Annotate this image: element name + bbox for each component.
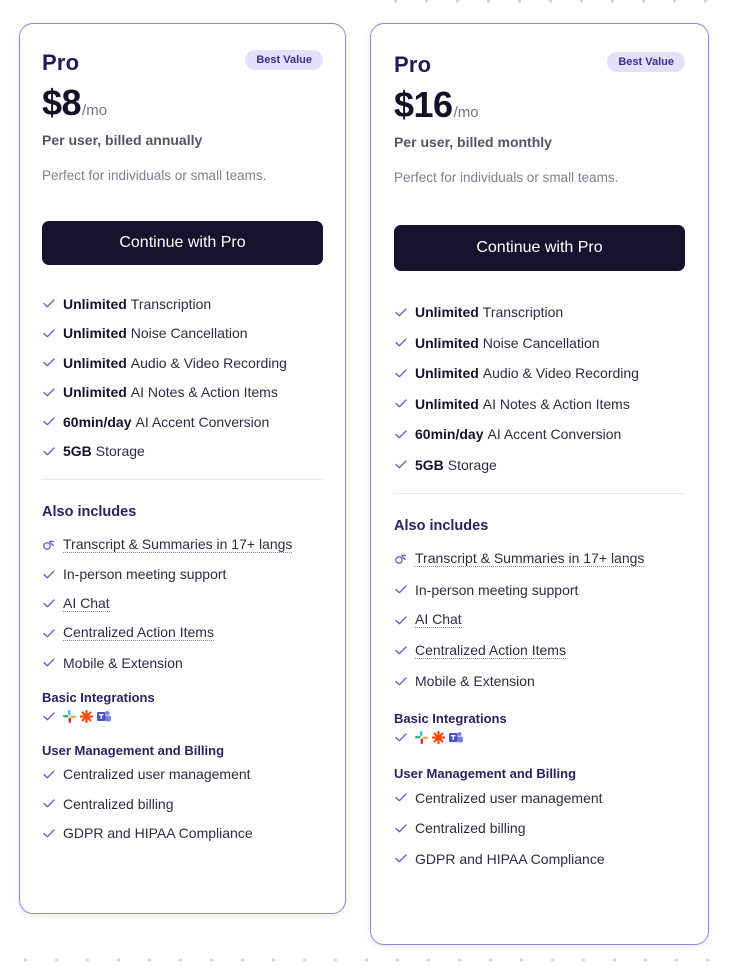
check-icon (42, 299, 55, 309)
feature-text: Storage (95, 443, 145, 460)
also-includes-title: Also includes (42, 504, 137, 520)
also-includes-item (394, 666, 685, 697)
user-management-item (42, 789, 323, 819)
divider (394, 493, 685, 494)
feature-list (394, 297, 685, 480)
check-icon (42, 328, 55, 338)
check-icon (394, 733, 407, 743)
divider (42, 479, 323, 480)
decorative-dots-bottom (10, 955, 730, 965)
check-icon (42, 712, 55, 722)
feature-text: Noise Cancellation (130, 325, 248, 342)
feature-text: Transcription (482, 304, 564, 321)
check-icon (42, 769, 55, 779)
plan-name: Pro (42, 50, 80, 75)
feature-highlight: 5GB (415, 456, 444, 473)
best-value-badge: Best Value (245, 50, 323, 70)
also-includes-item (42, 530, 323, 560)
feature-highlight: Unlimited (415, 395, 479, 412)
feature-item (394, 328, 685, 359)
user-management-item (394, 844, 685, 875)
continue-with-pro-button[interactable]: Continue with Pro (42, 221, 323, 265)
feature-item (42, 378, 323, 408)
teams-logo-icon (97, 710, 110, 723)
feature-text: Audio & Video Recording (482, 365, 639, 382)
card-header (42, 50, 323, 76)
plan-name: Pro (394, 52, 432, 77)
card-header (394, 52, 685, 78)
check-icon (42, 828, 55, 838)
user-management-text: Centralized billing (415, 820, 526, 837)
also-includes-list (42, 530, 323, 678)
check-icon (394, 460, 407, 470)
integrations-logos (394, 726, 685, 750)
check-icon (42, 446, 55, 456)
decorative-dots-top (380, 0, 730, 6)
also-includes-item (394, 575, 685, 606)
user-management-text: GDPR and HIPAA Compliance (415, 850, 605, 867)
feature-item (42, 348, 323, 378)
user-management-text: Centralized billing (63, 795, 174, 812)
feature-highlight: Unlimited (63, 295, 127, 312)
also-includes-item (42, 560, 323, 590)
price: $8 (42, 82, 82, 123)
user-management-item (42, 760, 323, 790)
price-period: /mo (82, 102, 108, 119)
integrations-title: Basic Integrations (394, 710, 507, 726)
also-includes-text[interactable]: Transcript & Summaries in 17+ langs (63, 535, 293, 552)
slack-logo-icon (415, 731, 428, 744)
feature-highlight: 60min/day (63, 413, 132, 430)
check-icon (394, 676, 407, 686)
feature-text: Transcription (130, 295, 212, 312)
feature-item (394, 450, 685, 481)
also-includes-item (42, 619, 323, 649)
check-icon (394, 307, 407, 317)
also-includes-text[interactable]: Transcript & Summaries in 17+ langs (415, 550, 645, 567)
check-icon (42, 569, 55, 579)
feature-text: Audio & Video Recording (130, 354, 287, 371)
feature-item (42, 289, 323, 319)
zapier-logo-icon (432, 731, 445, 744)
integrations-title: Basic Integrations (42, 689, 155, 705)
feature-highlight: 5GB (63, 443, 92, 460)
user-management-item (42, 819, 323, 849)
user-management-item (394, 783, 685, 814)
price: $16 (394, 84, 453, 125)
pricing-card (370, 23, 709, 945)
translate-icon (394, 554, 407, 564)
feature-highlight: Unlimited (63, 325, 127, 342)
feature-highlight: Unlimited (63, 354, 127, 371)
also-includes-item (394, 605, 685, 636)
user-management-title: User Management and Billing (394, 765, 577, 781)
feature-text: AI Notes & Action Items (130, 384, 278, 401)
check-icon (394, 854, 407, 864)
check-icon (42, 628, 55, 638)
check-icon (42, 387, 55, 397)
also-includes-text[interactable]: Centralized Action Items (63, 624, 214, 641)
feature-highlight: Unlimited (415, 334, 479, 351)
feature-text: AI Accent Conversion (487, 426, 622, 443)
user-management-text: Centralized user management (63, 766, 251, 783)
billing-note: Per user, billed monthly (394, 134, 552, 150)
best-value-badge: Best Value (607, 52, 685, 72)
zapier-logo-icon (80, 710, 93, 723)
also-includes-text[interactable]: AI Chat (415, 611, 462, 628)
user-management-list (394, 783, 685, 875)
feature-list (42, 289, 323, 466)
feature-highlight: Unlimited (415, 304, 479, 321)
check-icon (394, 793, 407, 803)
price-period: /mo (453, 104, 479, 121)
feature-highlight: 60min/day (415, 426, 484, 443)
feature-item (394, 419, 685, 450)
pricing-card (19, 23, 346, 914)
also-includes-list (394, 544, 685, 697)
user-management-item (394, 813, 685, 844)
also-includes-text: Mobile & Extension (415, 673, 535, 690)
also-includes-text: In-person meeting support (63, 566, 227, 583)
translate-icon (42, 540, 55, 550)
plan-tagline: Perfect for individuals or small teams. (394, 170, 619, 185)
also-includes-item (394, 544, 685, 575)
check-icon (42, 599, 55, 609)
feature-text: Noise Cancellation (482, 334, 600, 351)
feature-text: Storage (447, 456, 497, 473)
check-icon (394, 368, 407, 378)
check-icon (394, 429, 407, 439)
feature-item (42, 319, 323, 349)
feature-text: AI Notes & Action Items (482, 395, 630, 412)
plan-tagline: Perfect for individuals or small teams. (42, 168, 267, 183)
feature-text: AI Accent Conversion (135, 413, 270, 430)
also-includes-item (42, 589, 323, 619)
feature-highlight: Unlimited (415, 365, 479, 382)
check-icon (394, 338, 407, 348)
slack-logo-icon (63, 710, 76, 723)
feature-item (42, 407, 323, 437)
check-icon (42, 658, 55, 668)
price-row (42, 82, 323, 124)
user-management-list (42, 760, 323, 849)
also-includes-title: Also includes (394, 518, 489, 534)
also-includes-item (394, 636, 685, 667)
also-includes-text[interactable]: Centralized Action Items (415, 641, 566, 658)
integrations-logos (42, 705, 323, 729)
billing-note: Per user, billed annually (42, 132, 203, 148)
check-icon (394, 823, 407, 833)
check-icon (42, 417, 55, 427)
feature-item (394, 389, 685, 420)
also-includes-text[interactable]: AI Chat (63, 594, 110, 611)
user-management-title: User Management and Billing (42, 742, 225, 758)
check-icon (394, 399, 407, 409)
also-includes-text: Mobile & Extension (63, 654, 183, 671)
check-icon (394, 585, 407, 595)
user-management-text: GDPR and HIPAA Compliance (63, 825, 253, 842)
check-icon (394, 615, 407, 625)
price-row (394, 84, 685, 126)
user-management-text: Centralized user management (415, 789, 603, 806)
check-icon (42, 799, 55, 809)
feature-highlight: Unlimited (63, 384, 127, 401)
continue-with-pro-button[interactable]: Continue with Pro (394, 225, 685, 271)
teams-logo-icon (449, 731, 462, 744)
check-icon (42, 358, 55, 368)
also-includes-text: In-person meeting support (415, 581, 579, 598)
feature-item (42, 437, 323, 467)
feature-item (394, 358, 685, 389)
feature-item (394, 297, 685, 328)
check-icon (394, 646, 407, 656)
also-includes-item (42, 648, 323, 678)
